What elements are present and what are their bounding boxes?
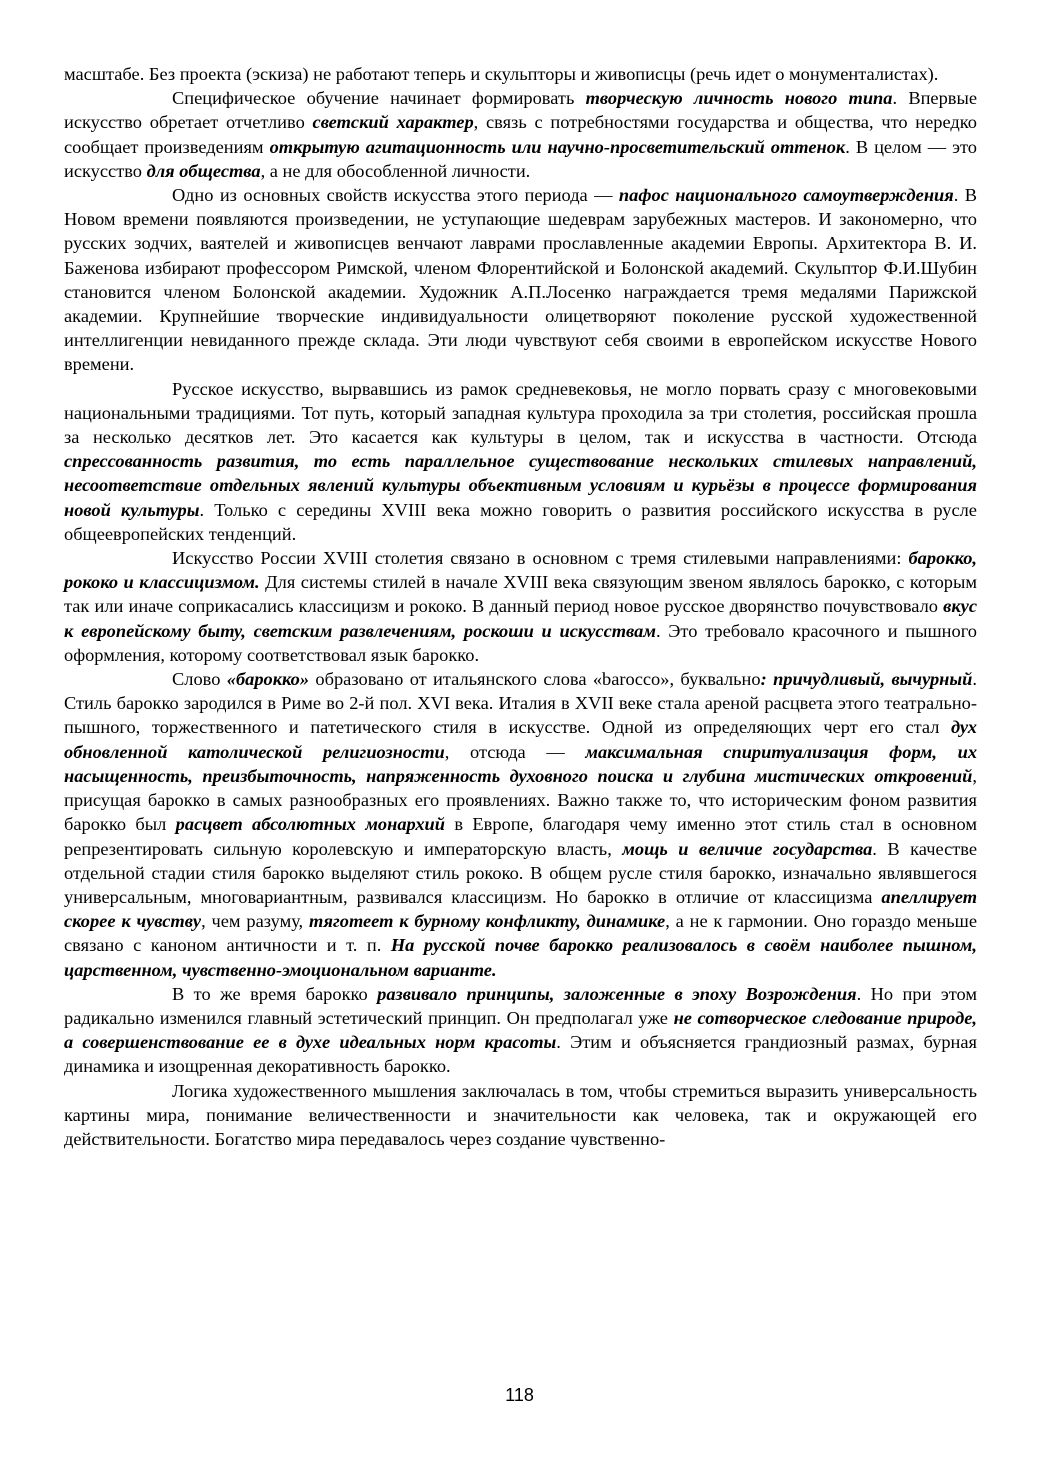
body-text: Одно из основных свойств искусства этого периода — bbox=[172, 185, 619, 206]
emphasis-text: апеллирует скорее к чувству bbox=[64, 886, 977, 932]
emphasis-text: «барокко» bbox=[226, 669, 310, 690]
body-text: Слово bbox=[172, 669, 227, 690]
body-text: . Но при этом радикально изменился главный эстетический принцип. Он предполагал уже bbox=[64, 983, 977, 1028]
body-text: . Только с середины XVIII века можно говорить о развития российского искусства в русле общеевропейских тенденций. bbox=[64, 499, 977, 544]
emphasis-text: : причудливый, вычурный bbox=[760, 669, 973, 690]
body-text: Для системы стилей в начале XVIII века связующим звеном являлось барокко, с которым так или иначе соприкасались классицизм и рококо. В данный период новое русское дворянство почувствовало bbox=[64, 572, 977, 617]
emphasis-text: барокко, рококо и классицизмом. bbox=[64, 548, 977, 593]
body-text: . Это требовало красочного и пышного оформления, которому соответствовал язык барокко. bbox=[64, 620, 977, 665]
emphasis-text: для общества bbox=[146, 160, 261, 181]
paragraph bbox=[64, 1079, 977, 1152]
body-text: , а не для обособленной личности. bbox=[260, 160, 531, 181]
body-text: . Впервые искусство обретает отчетливо bbox=[64, 88, 977, 133]
body-text: , присущая барокко в самых разнообразных его проявлениях. Важно также то, что историческим фоном развития барокко был bbox=[64, 765, 977, 835]
emphasis-text: тяготеет к бурному конфликту, динамике bbox=[308, 911, 666, 932]
emphasis-text: На русской почве барокко реализовалось в своём наиболее пышном, царственном, чувственно-эмоциональном варианте. bbox=[64, 935, 977, 980]
body-text: Специфическое обучение начинает формировать bbox=[172, 88, 586, 109]
emphasis-text: дух обновленной католической религиозности bbox=[64, 717, 977, 762]
emphasis-text: не сотворческое следование природе, а совершенствование ее в духе идеальных норм красоты bbox=[64, 1007, 977, 1053]
page-number: 118 bbox=[505, 1385, 534, 1405]
emphasis-text: открытую агитационность или научно-просветительский оттенок bbox=[269, 136, 846, 157]
emphasis-text: максимальная спиритуализация форм, их насыщенность, преизбыточность, напряженность духовного поиска и глубина мистических откровений bbox=[64, 741, 978, 786]
document-page bbox=[64, 62, 977, 1151]
body-text: . В Новом времени появляются произведении, не уступающие шедеврам зарубежных мастеров. И закономерно, что русских зодчих, ваятелей и живописцев венчают лаврами прославленные академии Европы. Архитектора В. И. Баженова избирают профессором Римской, членом Флорентийской и Болонской академий. Скульптор Ф.И.Шубин становится членом Болонской академии. Художник А.П.Лосенко награждается тремя медалями Парижской академии. Крупнейшие творческие индивидуальности олицетворяют поколение русской художественной интеллигенции невиданного прежде склада. Эти люди чувствуют себя своими в европейском искусстве Нового времени. bbox=[64, 185, 977, 375]
body-text: в Европе, благодаря чему именно этот стиль стал в основном репрезентировать сильную королевскую и императорскую власть, bbox=[64, 814, 977, 859]
body-text: , связь с потребностями государства и общества, что нередко сообщает произведениям bbox=[64, 112, 977, 157]
emphasis-text: расцвет абсолютных монархий bbox=[175, 814, 445, 835]
body-text: . Стиль барокко зародился в Риме во 2-й пол. XVI века. Италия в XVII веке стала ареной расцвета этого театрально-пышного, торжественного и патетического стиля в искусстве. Одной из определяющих черт его стал bbox=[64, 669, 977, 738]
emphasis-text: вкус к европейскому быту, светским развлечениям, роскоши и искусствам bbox=[64, 596, 977, 641]
body-text: , отсюда — bbox=[444, 741, 586, 762]
emphasis-text: мощь и величие государства bbox=[622, 838, 873, 859]
body-text: Искусство России XVIII столетия связано в основном с тремя стилевыми направлениями: bbox=[172, 548, 909, 569]
emphasis-text: развивало принципы, заложенные в эпоху Возрождения bbox=[377, 983, 857, 1004]
emphasis-text: творческую личность нового типа bbox=[585, 88, 893, 109]
body-text: . В качестве отдельной стадии стиля барокко выделяют стиль рококо. В общем русле стиля барокко, изначально являвшегося универсальным, многовариантным, развивался классицизм. Но барокко в отличие от классицизма bbox=[64, 838, 978, 907]
paragraph bbox=[64, 546, 977, 667]
paragraph bbox=[64, 667, 977, 982]
paragraph bbox=[64, 982, 977, 1079]
paragraph bbox=[64, 377, 977, 546]
body-text: В то же время барокко bbox=[172, 983, 378, 1004]
paragraph bbox=[64, 183, 977, 377]
paragraph bbox=[64, 62, 977, 86]
body-text: . Этим и объясняется грандиозный размах, бурная динамика и изощренная декоративность барокко. bbox=[64, 1032, 977, 1077]
body-text: Логика художественного мышления заключалась в том, чтобы стремиться выразить универсальность картины мира, понимание величественности и значительности как человека, так и окружающей его действительности. Богатство мира передавалось через создание чувственно- bbox=[64, 1080, 977, 1149]
body-text: образовано от итальянского слова «barocco», буквально bbox=[309, 669, 761, 690]
body-text: масштабе. Без проекта (эскиза) не работают теперь и скульпторы и живописцы (речь идет о монументалистах). bbox=[64, 64, 939, 84]
body-text: , а не к гармонии. Оно гораздо меньше связано с каноном античности и т. п. bbox=[64, 911, 977, 956]
emphasis-text: светский характер bbox=[312, 112, 474, 133]
body-text: , чем разуму, bbox=[201, 911, 309, 932]
body-text: . В целом — это искусство bbox=[64, 136, 978, 181]
emphasis-text: спрессованность развития, то есть параллельное существование нескольких стилевых направлений, несоответствие отдельных явлений культуры объективным условиям и курьёзы в процессе формирования новой культуры bbox=[64, 451, 977, 520]
emphasis-text: пафос национального самоутверждения bbox=[618, 185, 954, 206]
body-text: Русское искусство, вырвавшись из рамок средневековья, не могло порвать сразу с многовековыми национальными традициями. Тот путь, который западная культура проходила за три столетия, российская прошла за несколько десятков лет. Это касается как культуры в целом, так и искусства в частности. Отсюда bbox=[64, 378, 977, 448]
paragraph bbox=[64, 86, 977, 183]
